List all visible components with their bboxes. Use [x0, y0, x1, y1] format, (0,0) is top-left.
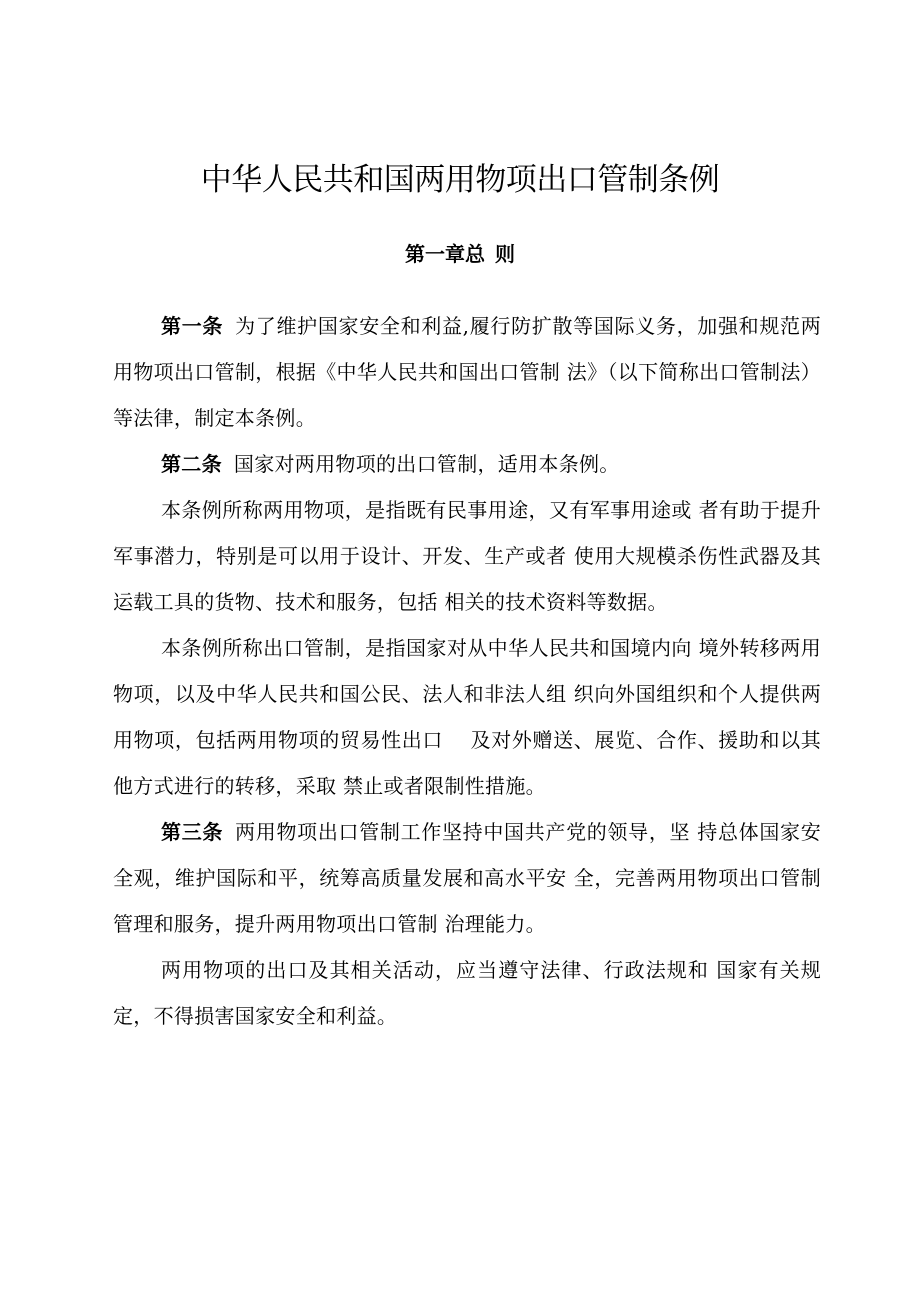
- chapter-heading: [0, 236, 920, 272]
- article-text: 国家对两用物项的出口管制，适用本条例。: [233, 452, 620, 476]
- article-text: 两用物项出口管制工作坚持中国共产党的领导，坚 持总体国家安全观，维护国际和平，统筹高质量发展和高水平安 全，完善两用物项出口管制管理和服务，提升两用物项出口管制 治理能力。: [113, 820, 822, 936]
- paragraph-text: 本条例所称两用物项，是指既有民事用途，又有军事用途或 者有助于提升军事潜力，特别是可以用于设计、开发、生产或者 使用大规模杀伤性武器及其运载工具的货物、技术和服务，包括 相关的技术资料等数据。: [113, 498, 821, 614]
- chapter-name-part1: 总: [465, 242, 485, 266]
- chapter-name-part2: 则: [495, 242, 515, 266]
- paragraph-text: 两用物项的出口及其相关活动，应当遵守法律、行政法规和 国家有关规定，不得损害国家安全和利益。: [113, 958, 821, 1028]
- body-paragraph: [113, 947, 821, 1039]
- chapter-number: 第一章: [405, 242, 465, 266]
- article-label: 第三条: [161, 820, 224, 844]
- document-body: [113, 303, 821, 1039]
- article-paragraph: [113, 441, 821, 487]
- article-label: 第一条: [161, 314, 224, 338]
- paragraph-text: 本条例所称出口管制，是指国家对从中华人民共和国境内向 境外转移两用物项，以及中华人民共和国公民、法人和非法人组 织向外国组织和个人提供两用物项，包括两用物项的贸易性出口 及对外赠送、展览、合作、援助和以其他方式进行的转移，采取 禁止或者限制性措施。: [113, 636, 821, 798]
- body-paragraph: [113, 625, 821, 809]
- article-paragraph: [113, 809, 821, 947]
- body-paragraph: [113, 487, 821, 625]
- article-label: 第二条: [161, 452, 222, 476]
- article-paragraph: [113, 303, 821, 441]
- document-title: 中华人民共和国两用物项出口管制条例: [200, 162, 720, 198]
- article-text: 为了维护国家安全和利益,履行防扩散等国际义务，加强和规范两用物项出口管制，根据《中华人民共和国出口管制 法》（以下简称出口管制法）等法律，制定本条例。: [113, 314, 822, 430]
